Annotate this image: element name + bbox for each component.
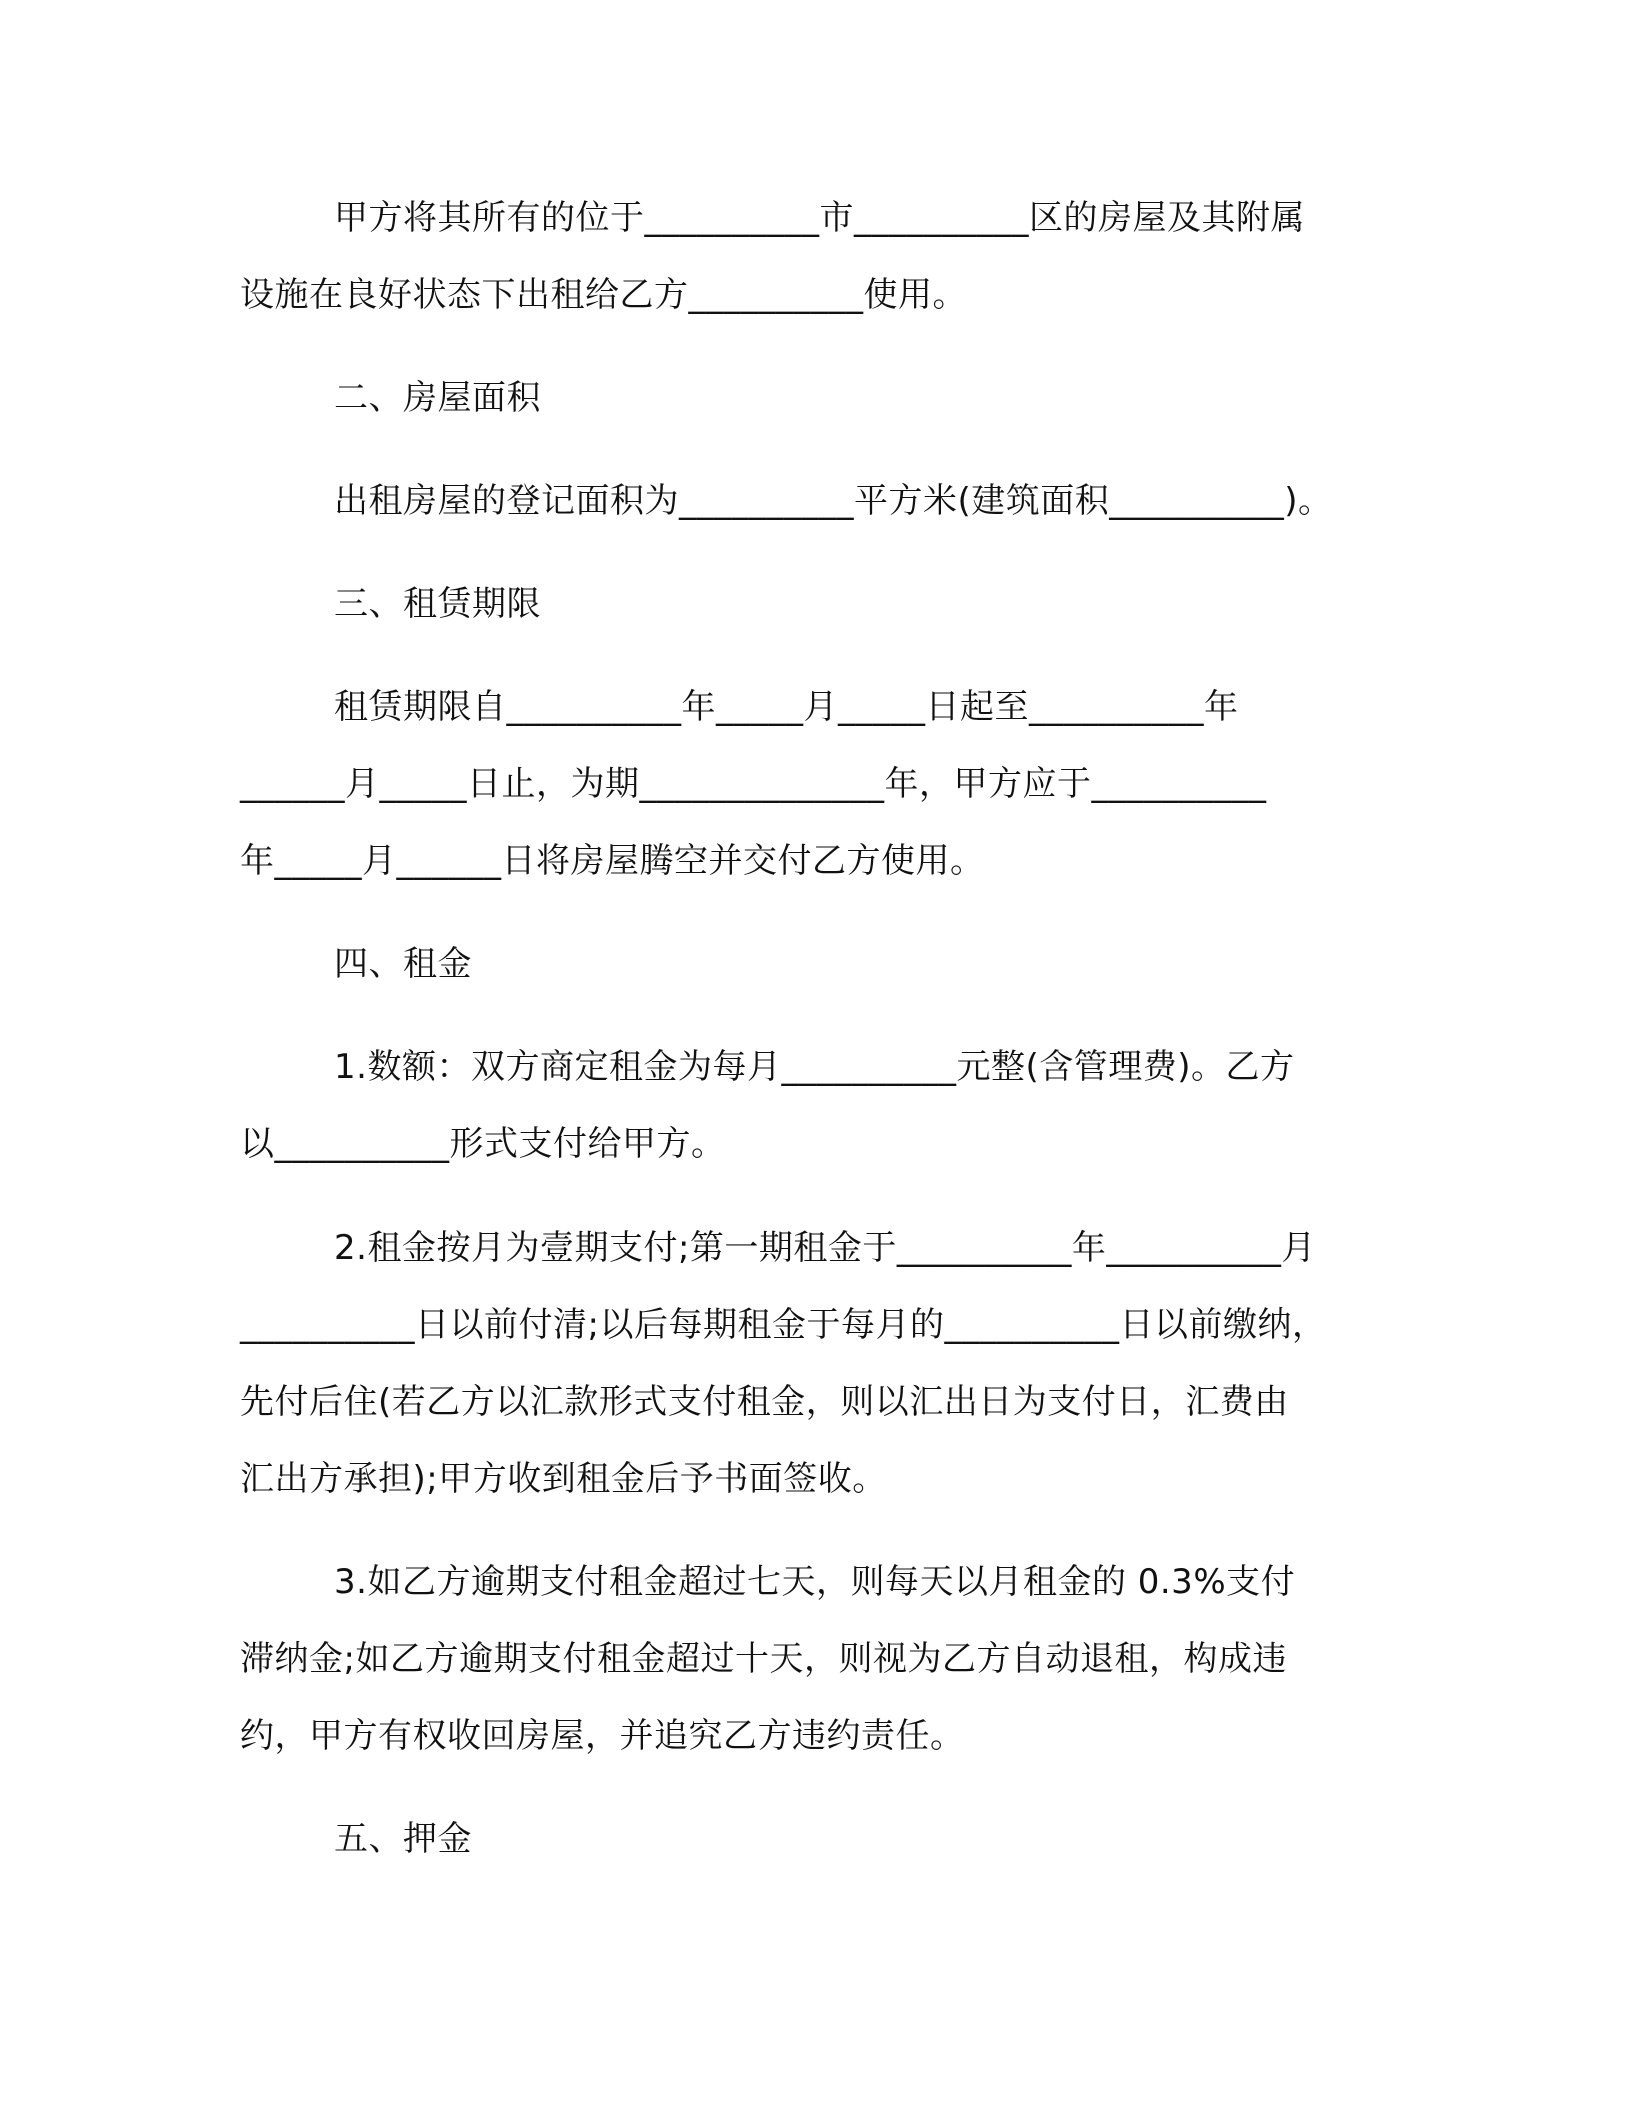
- paragraph-line: __________日以前付清;以后每期租金于每月的__________日以前缴纳，: [240, 1305, 1327, 1345]
- paragraph-line: ______月_____日止，为期______________年，甲方应于__________: [240, 764, 1267, 804]
- paragraph-line: 1.数额：双方商定租金为每月__________元整(含管理费)。乙方: [334, 1047, 1295, 1087]
- paragraph-line: 租赁期限自__________年_____月_____日起至__________年: [334, 687, 1239, 727]
- paragraph-line: 约，甲方有权收回房屋，并追究乙方违约责任。: [240, 1716, 965, 1756]
- paragraph-line: 出租房屋的登记面积为__________平方米(建筑面积__________)。: [334, 481, 1333, 521]
- paragraph-line: 2.租金按月为壹期支付;第一期租金于__________年__________月: [334, 1228, 1316, 1268]
- section-heading: 五、押金: [334, 1819, 472, 1859]
- section-heading: 四、租金: [334, 944, 472, 984]
- paragraph-line: 先付后住(若乙方以汇款形式支付租金，则以汇出日为支付日，汇费由: [240, 1382, 1289, 1422]
- paragraph-line: 滞纳金;如乙方逾期支付租金超过十天，则视为乙方自动退租，构成违: [240, 1639, 1287, 1679]
- paragraph-line: 设施在良好状态下出租给乙方__________使用。: [240, 275, 967, 315]
- paragraph-line: 汇出方承担);甲方收到租金后予书面签收。: [240, 1459, 887, 1499]
- paragraph-line: 3.如乙方逾期支付租金超过七天，则每天以月租金的 0.3%支付: [334, 1562, 1296, 1602]
- paragraph-line: 甲方将其所有的位于__________市__________区的房屋及其附属: [334, 198, 1305, 238]
- section-heading: 三、租赁期限: [334, 584, 541, 624]
- section-heading: 二、房屋面积: [334, 378, 541, 418]
- paragraph-line: 年_____月______日将房屋腾空并交付乙方使用。: [240, 841, 985, 881]
- paragraph-line: 以__________形式支付给甲方。: [240, 1124, 726, 1164]
